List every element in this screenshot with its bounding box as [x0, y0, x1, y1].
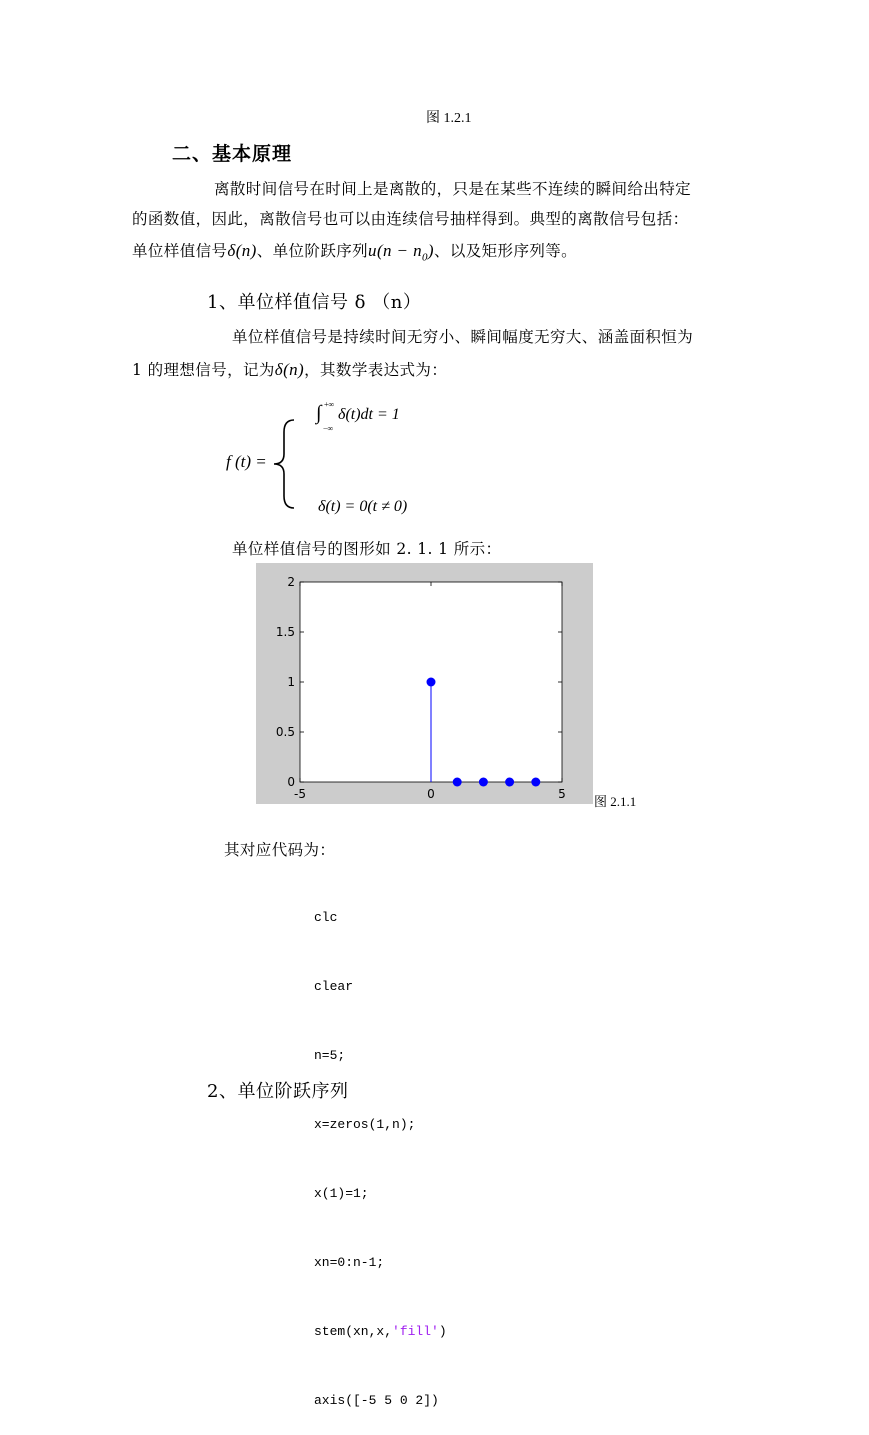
stem-marker	[531, 778, 540, 787]
code-line: x=zeros(1,n);	[314, 1117, 416, 1132]
math-delta-n-2: δ(n)	[274, 360, 305, 379]
code-line: clc	[314, 910, 338, 925]
section-title: 二、基本原理	[172, 143, 293, 165]
math-unit-step: $u(n - n_0)$	[368, 241, 434, 264]
stem-marker	[427, 678, 436, 687]
sub1-line-2: 1 的理想信号，记为δ(n)，其数学表达式为：	[132, 360, 448, 379]
formula-lhs: f (t) =	[226, 452, 267, 471]
x-tick-label: 5	[558, 787, 566, 801]
intro-line-3-c: 、以及矩形序列等。	[433, 242, 578, 260]
integral-sign: ∫	[316, 402, 322, 424]
stem-marker	[505, 778, 514, 787]
subsection-2-title: 2、单位阶跃序列	[207, 1081, 349, 1102]
subsection-1-title: 1、单位样值信号 δ （n）	[207, 292, 422, 313]
y-tick-label: 1.5	[275, 625, 295, 639]
code-line: clear	[314, 979, 354, 994]
code-line: x(1)=1;	[314, 1186, 369, 1201]
code-block	[314, 860, 447, 1435]
y-tick-label: 0	[287, 775, 295, 789]
integral-lower-limit: −∞	[323, 424, 334, 433]
intro-line-3	[132, 239, 577, 263]
plot-intro: 单位样值信号的图形如 2. 1. 1 所示：	[232, 540, 502, 558]
y-tick-label: 0.5	[275, 725, 295, 739]
code-line-axis: axis([-5 5 0 2])	[314, 1393, 439, 1408]
integral-upper-limit: +∞	[324, 400, 335, 409]
intro-line-3-a: 单位样值信号	[132, 242, 228, 260]
stem-marker	[479, 778, 488, 787]
intro-line-1: 离散时间信号在时间上是离散的，只是在某些不连续的瞬间给出特定	[214, 180, 692, 198]
stem-chart	[256, 563, 593, 804]
code-string-literal: 'fill'	[392, 1324, 439, 1339]
intro-line-3-b: 、单位阶跃序列	[256, 242, 369, 260]
x-tick-label: -5	[294, 787, 306, 801]
formula-row-2: δ(t) = 0(t ≠ 0)	[318, 498, 408, 515]
code-line: n=5;	[314, 1048, 346, 1063]
figure-caption-plot: 图 2.1.1	[594, 794, 637, 809]
y-tick-label: 1	[287, 675, 295, 689]
math-delta-n: δ(n)	[227, 241, 257, 260]
code-line-stem: stem(xn,x,'fill')	[314, 1324, 447, 1339]
stem-marker	[453, 778, 462, 787]
y-tick-label: 2	[287, 575, 295, 589]
code-intro: 其对应代码为：	[224, 841, 336, 859]
sub1-line-1: 单位样值信号是持续时间无穷小、瞬间幅度无穷大、涵盖面积恒为	[232, 328, 694, 346]
intro-line-2: 的函数值，因此，离散信号也可以由连续信号抽样得到。典型的离散信号包括：	[132, 210, 689, 228]
left-brace-icon	[272, 418, 298, 510]
formula-row-1: δ(t)dt = 1	[338, 406, 400, 423]
code-line: xn=0:n-1;	[314, 1255, 385, 1270]
x-tick-label: 0	[427, 787, 435, 801]
formula-block	[226, 400, 486, 520]
figure-caption-top: 图 1.2.1	[426, 111, 472, 126]
